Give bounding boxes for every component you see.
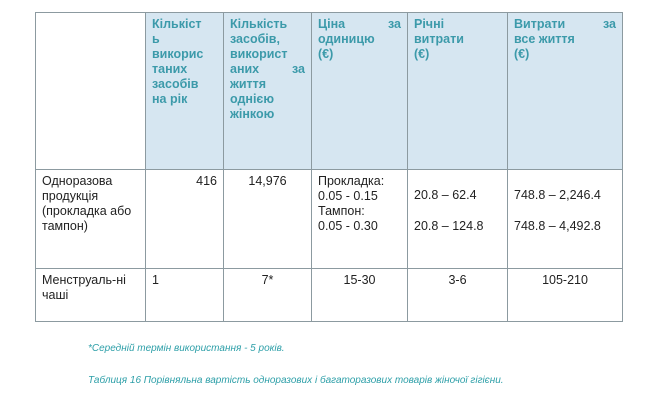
comparison-table bbox=[35, 12, 623, 322]
header-line: однією bbox=[230, 92, 275, 106]
header-line: засобів, bbox=[230, 32, 280, 46]
header-line: (€) bbox=[514, 47, 530, 61]
header-line: використ bbox=[230, 47, 288, 61]
header-lifetime-count bbox=[224, 13, 312, 170]
table-row bbox=[36, 170, 623, 269]
header-line: Витрати за bbox=[514, 17, 616, 31]
unit-price-cell bbox=[312, 170, 408, 269]
table-row bbox=[36, 269, 623, 322]
header-annual-cost bbox=[408, 13, 508, 170]
header-line: аних за bbox=[230, 62, 305, 76]
header-line: Річні bbox=[414, 17, 445, 31]
lifetime-cost-cell bbox=[508, 170, 623, 269]
per-year-value: 1 bbox=[146, 269, 224, 322]
header-unit-price bbox=[312, 13, 408, 170]
header-line: засобів bbox=[152, 77, 199, 91]
header-line: Кількість bbox=[230, 17, 288, 31]
footnote: *Середній термін використання - 5 років. bbox=[88, 343, 285, 354]
header-line: життя bbox=[230, 77, 267, 91]
header-line: ь bbox=[152, 32, 160, 46]
lifetime-count-value: 14,976 bbox=[224, 170, 312, 269]
unit-price-value: 15-30 bbox=[312, 269, 408, 322]
product-name: Одноразова продукція (прокладка або тампон) bbox=[36, 170, 146, 269]
tampon-label: Тампон: bbox=[318, 204, 365, 218]
header-lifetime-cost bbox=[508, 13, 623, 170]
header-line: одиницю bbox=[318, 32, 375, 46]
header-line: на рік bbox=[152, 92, 188, 106]
header-line: таних bbox=[152, 62, 188, 76]
tampon-price: 0.05 - 0.30 bbox=[318, 219, 378, 233]
header-line: все життя bbox=[514, 32, 575, 46]
annual-cost-cell bbox=[408, 170, 508, 269]
header-row bbox=[36, 13, 623, 170]
product-name: Менструаль-ні чаші bbox=[36, 269, 146, 322]
header-line: викорис bbox=[152, 47, 204, 61]
annual-cost-value: 3-6 bbox=[408, 269, 508, 322]
header-line: (€) bbox=[414, 47, 430, 61]
header-line: (€) bbox=[318, 47, 334, 61]
lifetime-pad: 748.8 – 2,246.4 bbox=[514, 188, 601, 202]
header-line: Ціна за bbox=[318, 17, 401, 31]
table-caption: Таблиця 16 Порівняльна вартість одноразових і багаторазових товарів жіночої гігієни. bbox=[88, 375, 504, 386]
pad-price: 0.05 - 0.15 bbox=[318, 189, 378, 203]
annual-tampon: 20.8 – 124.8 bbox=[414, 219, 484, 233]
annual-pad: 20.8 – 62.4 bbox=[414, 188, 477, 202]
pad-label: Прокладка: bbox=[318, 174, 385, 188]
header-line: Кількіст bbox=[152, 17, 202, 31]
header-line: жінкою bbox=[230, 107, 275, 121]
header-line: витрати bbox=[414, 32, 464, 46]
lifetime-tampon: 748.8 – 4,492.8 bbox=[514, 219, 601, 233]
per-year-value: 416 bbox=[146, 170, 224, 269]
header-per-year bbox=[146, 13, 224, 170]
header-empty-cell bbox=[36, 13, 146, 170]
lifetime-count-value: 7* bbox=[224, 269, 312, 322]
lifetime-cost-value: 105-210 bbox=[508, 269, 623, 322]
